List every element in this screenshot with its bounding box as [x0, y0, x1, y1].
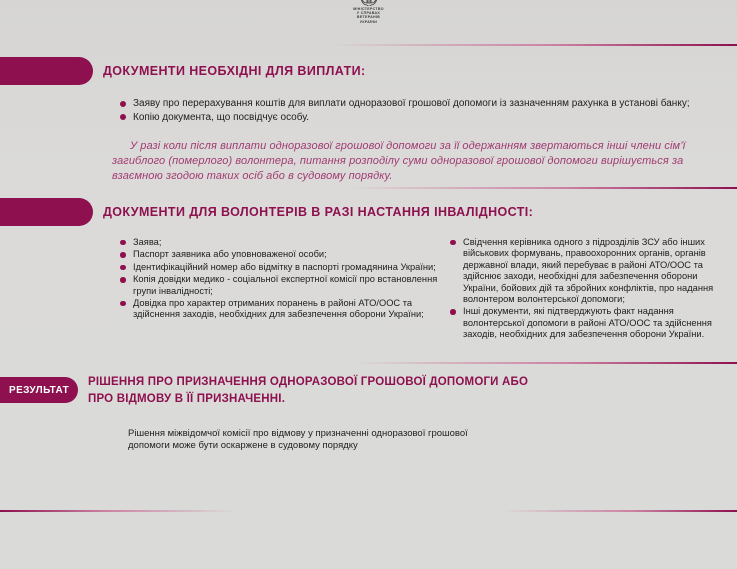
list-item: [120, 262, 438, 273]
result-badge: [0, 377, 78, 403]
section1-note: У разі коли після виплати одноразової грошової допомоги за її одержанням звертаються інші члени сім’ї загиблого (померлого) волонтера, питання розподілу суми одноразової грошової допомоги вирішується за взаємною згодою таких осіб або в судовому порядку.: [112, 140, 686, 182]
list-item-text: Заява;: [133, 237, 162, 247]
divider-line-top: [330, 44, 737, 46]
result-badge-label: РЕЗУЛЬТАТ: [9, 384, 70, 396]
section2-right-bullet-list: [450, 237, 724, 342]
list-item: [120, 298, 438, 321]
bullet-dot-icon: [450, 309, 456, 315]
divider-line-bottom-right: [502, 510, 737, 512]
section2-left-bullet-list: [120, 237, 438, 322]
bullet-dot-icon: [120, 277, 126, 283]
section2-title: ДОКУМЕНТИ ДЛЯ ВОЛОНТЕРІВ В РАЗІ НАСТАННЯ ІНВАЛІДНОСТІ:: [103, 205, 534, 219]
ministry-logo: [324, 0, 414, 24]
list-item: [120, 111, 720, 125]
list-item-text: Паспорт заявника або уповноваженої особи;: [133, 249, 327, 260]
ministry-logo-text: [324, 7, 414, 24]
list-item: [120, 237, 438, 248]
ministry-logo-text-line: ВЕТЕРАНІВ: [356, 15, 381, 20]
list-item-text: Ідентифікаційний номер або відмітку в паспорті громадянина України;: [133, 261, 436, 272]
list-item: [120, 249, 438, 260]
ministry-logo-text-line: УКРАЇНИ: [359, 19, 378, 24]
list-item-text: Копію документа, що посвідчує особу.: [133, 111, 310, 123]
bullet-dot-icon: [120, 265, 126, 271]
bullet-dot-icon: [120, 114, 126, 120]
list-item: [450, 237, 724, 305]
list-item-text: Копія довідки медико - соціальної експертної комісії про встановлення групи інвалідності;: [133, 274, 438, 296]
bullet-dot-icon: [450, 240, 456, 246]
list-item: [450, 306, 724, 340]
section1-title: ДОКУМЕНТИ НЕОБХІДНІ ДЛЯ ВИПЛАТИ:: [103, 64, 366, 78]
list-item-text: Заяву про перерахування коштів для виплати одноразової грошової допомоги із зазначенням рахунка в установі банку;: [133, 98, 690, 109]
result-note: Рішення міжвідомчої комісії про відмову у призначенні одноразової грошової допомоги може бути оскаржене в судовому порядку: [128, 428, 468, 451]
divider-line-bottom-left: [0, 510, 235, 512]
result-title: РІШЕННЯ ПРО ПРИЗНАЧЕННЯ ОДНОРАЗОВОЇ ГРОШОВОЇ ДОПОМОГИ АБО ПРО ВІДМОВУ В ЇЇ ПРИЗНАЧЕННІ.: [88, 376, 529, 405]
bullet-dot-icon: [120, 101, 126, 107]
list-item: [120, 274, 438, 297]
section1-header-pill: [0, 57, 93, 85]
ministry-logo-text-line: МІНІСТЕРСТВО: [353, 7, 384, 11]
list-item-text: Довідка про характер отриманих поранень в районі АТО/ООС та здійснення заходів, необхідних для забезпечення оборони України;: [133, 298, 424, 320]
section1-bullet-list: [120, 97, 720, 124]
divider-line-result: [355, 362, 737, 364]
bullet-dot-icon: [120, 240, 126, 246]
list-item-text: Свідчення керівника одного з підрозділів ЗСУ або інших військових формувань, правоохоронних органів, органів державної влади, який перебуває в районі АТО/ООС та здійснює заходи, необхідні для забезпечення оборони України, бойових дій та збройних конфліктів, про надання волонтером волонтерської допомоги;: [463, 237, 714, 305]
list-item: [120, 97, 720, 111]
ministry-logo-text-line: У СПРАВАХ: [356, 11, 381, 16]
list-item-text: Інші документи, які підтверджують факт надання волонтерської допомоги в районі АТО/ООС та здійснення заходів, необхідних для забезпечення оборони України.: [463, 306, 712, 340]
trident-icon: [324, 0, 414, 6]
section2-header-pill: [0, 198, 93, 226]
bullet-dot-icon: [120, 252, 126, 258]
divider-line-middle: [350, 187, 737, 189]
bullet-dot-icon: [120, 301, 126, 307]
